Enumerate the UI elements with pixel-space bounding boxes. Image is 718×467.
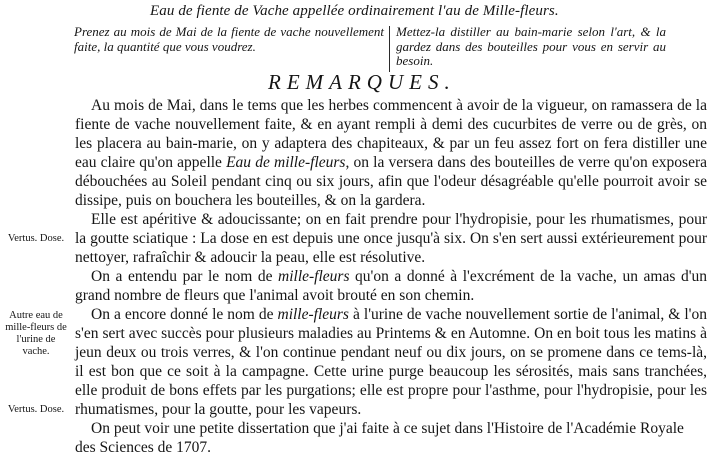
remarks-body	[75, 96, 707, 457]
margin-note-virtues-dose-second: Vertus. Dose.	[7, 404, 65, 415]
remarques-title: REMARQUES.	[268, 70, 456, 94]
recipe-ingredients: Prenez au mois de Mai de la fiente de vache nouvellement faite, la quantité que vous voudrez.	[74, 24, 384, 54]
paragraph-preparation-text-b: , on la versera dans des bouteilles de verre qu'on exposera débouchées au Soleil pendant cinq ou six jours, afin que l'odeur désagréable qu'elle pourroit avoir se dissipe, puis on bouchera les bouteilles, & on la gardera.	[75, 154, 708, 209]
paragraph-preparation-emphasis: Eau de mille-fleurs	[226, 154, 346, 171]
paragraph-preparation	[75, 96, 707, 210]
paragraph-name-origin-emphasis: mille-fleurs	[278, 268, 350, 285]
paragraph-urine-text-b: à l'urine de vache nouvellement sortie de l'animal, & l'on s'en sert avec succès pour plusieurs maladies au Printems & en Automne. On en boit tous les matins à jeun deux ou trois verres, & l'on continue pendant neuf ou dix jours, on se promene dans ce tems-là, il est bon que ce soit à la campagne. Cette urine purge beaucoup les sérosités, mais sans tranchées, elle produit de bons effets par les purgations; elle est propre pour l'asthme, pour l'hydropisie, pour les rhumatismes, pour la goutte, pour les vapeurs.	[75, 306, 707, 418]
recipe-heading: Eau de fiente de Vache appellée ordinairement l'au de Mille-fleurs.	[150, 3, 559, 19]
paragraph-name-origin	[75, 267, 707, 305]
paragraph-dissertation-text: On peut voir une petite dissertation que j'ai faite à ce sujet dans l'Histoire de l'Académie Royale des Sciences de 1707.	[75, 420, 684, 456]
paragraph-name-origin-text-b: qu'on a donné à l'excrément de la vache, un amas d'un grand nombre de fleurs que l'animal avoit brouté en son chemin.	[75, 268, 707, 304]
paragraph-dissertation	[75, 419, 707, 457]
paragraph-urine-emphasis: mille-fleurs	[277, 306, 349, 323]
paragraph-preparation-text-a: Au mois de Mai, dans le tems que les herbes commencent à avoir de la vigueur, on ramassera de la fiente de vache nouvellement faite, & en ayant rempli à demi des cucurbites de verre ou de grès, on les placera au bain-marie, on y adaptera des chapiteaux, & par un feu assez fort on fera distiller une eau claire qu'on appelle	[75, 97, 707, 171]
paragraph-virtues-text: Elle est apéritive & adoucissante; on en fait prendre pour l'hydropisie, pour les rhumatismes, pour la goutte sciatique : La dose en est depuis une once jusqu'à six. On s'en sert aussi extérieurement pour nettoyer, rafraîchir & adoucir la peau, elle est résolutive.	[75, 211, 707, 266]
recipe-instructions: Mettez-la distiller au bain-marie selon l'art, & la gardez dans des bouteilles pour vous en servir au besoin.	[396, 24, 666, 68]
paragraph-urine-text-a: On a encore donné le nom de	[91, 306, 278, 323]
paragraph-urine	[75, 305, 707, 419]
paragraph-name-origin-text-a: On a entendu par le nom de	[91, 268, 279, 285]
paragraph-virtues	[75, 210, 707, 267]
recipe-column-divider	[389, 26, 390, 72]
margin-note-urine-water: Autre eau de mille-fleurs de l'urine de vache.	[5, 310, 67, 357]
margin-note-virtues-dose: Vertus. Dose.	[7, 233, 65, 244]
